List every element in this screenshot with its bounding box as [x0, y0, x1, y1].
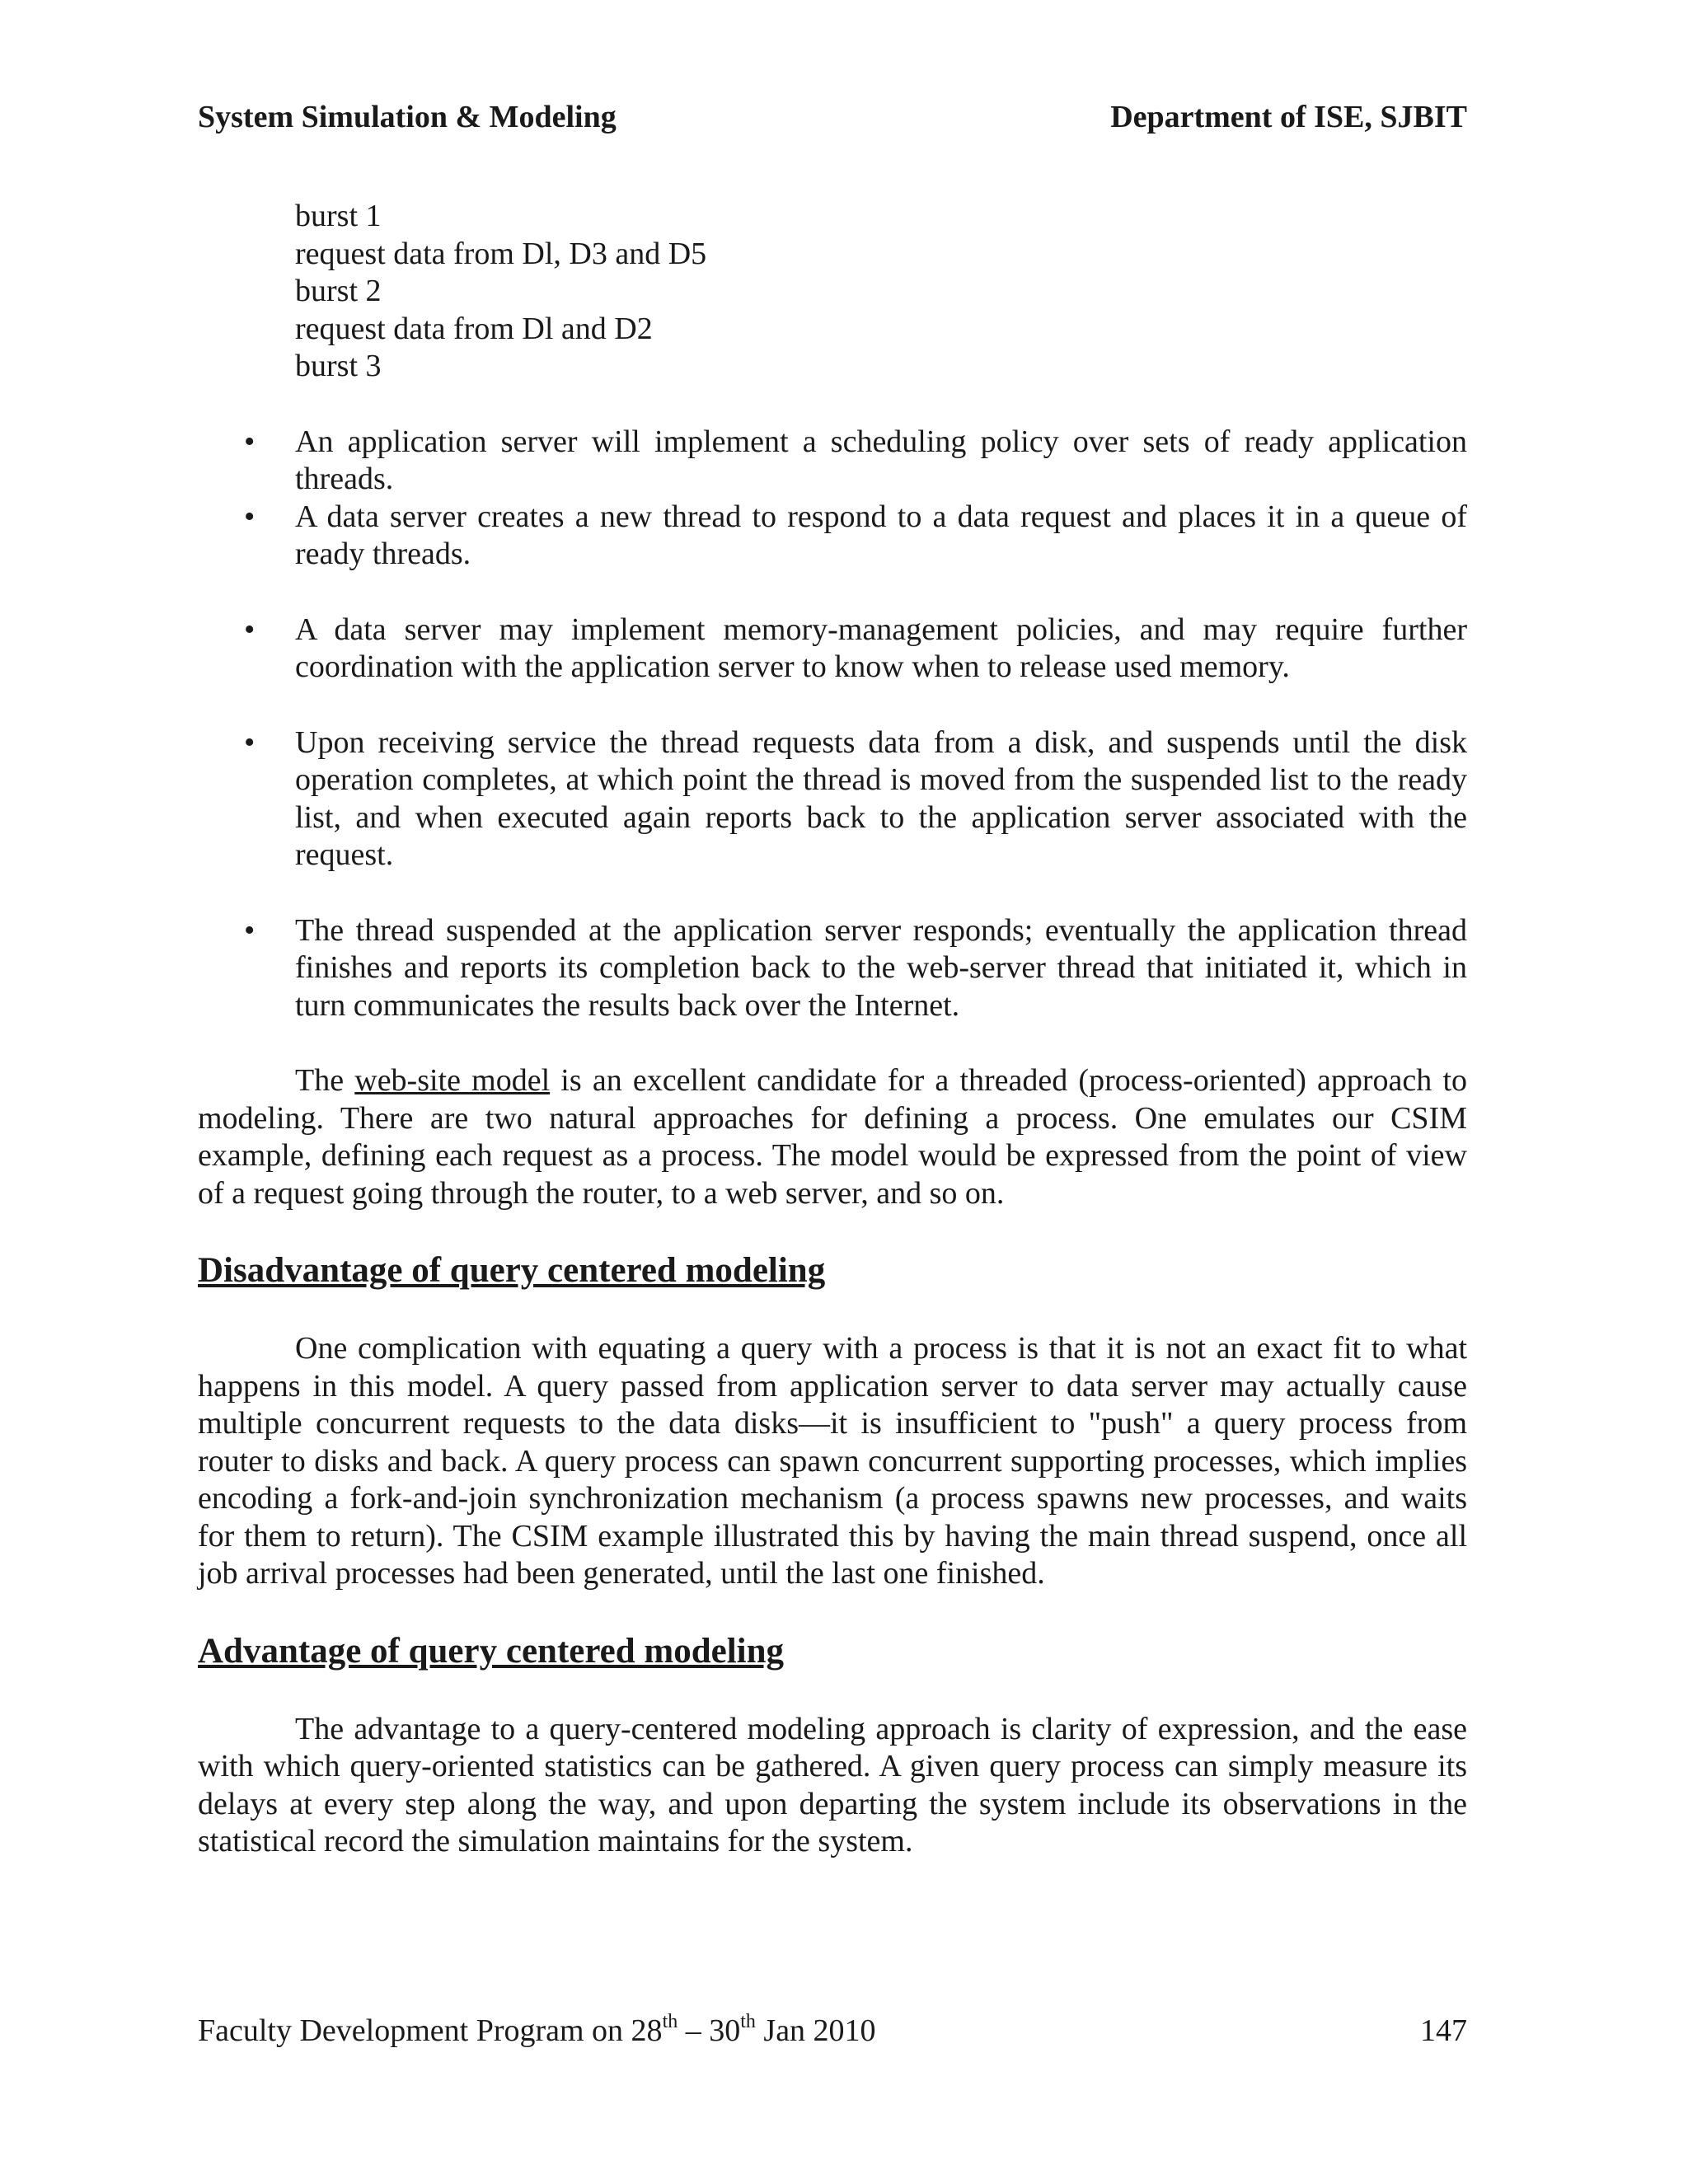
footer-superscript: th: [740, 2011, 756, 2033]
bullet-text: An application server will implement a scheduling policy over sets of ready application threads.: [295, 424, 1467, 496]
bullet-dot-icon: •: [244, 612, 256, 647]
bullet-dot-icon: •: [244, 499, 256, 534]
page-footer: [198, 2011, 1467, 2050]
bullet-item: [198, 424, 1467, 499]
disadvantage-paragraph: One complication with equating a query with a process is that it is not an exact fit to what happens in this model. A query passed from application server to data server may actually cause multiple concurrent requests to the data disks—it is insufficient to "push" a query process from router to disks and back. A query process can spawn concurrent supporting processes, which implies encoding a fork-and-join synchronization mechanism (a process spawns new processes, and waits for them to return). The CSIM example illustrated this by having the main thread suspend, once all job arrival processes had been generated, until the last one finished.: [198, 1331, 1467, 1591]
burst-line: request data from Dl, D3 and D5: [295, 236, 707, 271]
bullet-text: Upon receiving service the thread requests data from a disk, and suspends until the disk operation completes, at which point the thread is moved from the suspended list to the ready list, and when executed again reports back to the application server associated with the request.: [295, 724, 1467, 872]
page-header: [198, 97, 1467, 137]
page-number: 147: [1420, 2013, 1467, 2048]
footer-program-text: [198, 2011, 876, 2050]
para-text-before: The: [295, 1063, 355, 1098]
bullet-list: [198, 424, 1467, 1025]
footer-superscript: th: [662, 2011, 678, 2033]
burst-code-block: [295, 198, 1467, 386]
advantage-paragraph: The advantage to a query-centered modeling approach is clarity of expression, and the ease with which query-oriented statistics can be gathered. A given query process can simply measure its delays at every step along the way, and upon departing the system include its observations in the statistical record the simulation maintains for the system.: [198, 1711, 1467, 1858]
web-site-model-link[interactable]: web-site model: [354, 1063, 551, 1098]
header-course-title: System Simulation & Modeling: [198, 100, 617, 134]
footer-text-part: – 30: [678, 2013, 741, 2048]
bullet-item: [198, 499, 1467, 574]
section-heading-disadvantage: Disadvantage of query centered modeling: [198, 1251, 826, 1290]
bullet-text: A data server may implement memory-management policies, and may require further coordination with the application server to know when to release used memory.: [295, 612, 1467, 684]
page-content: [198, 198, 1467, 1861]
burst-line: burst 1: [295, 199, 382, 233]
footer-text-part: Faculty Development Program on 28: [198, 2013, 663, 2048]
burst-line: request data from Dl and D2: [295, 311, 653, 346]
bullet-dot-icon: •: [244, 912, 256, 948]
header-department: Department of ISE, SJBIT: [1110, 100, 1467, 134]
bullet-text: The thread suspended at the application server responds; eventually the application thread finishes and reports its completion back to the web-server thread that initiated it, which in turn communicates the results back over the Internet.: [295, 912, 1467, 1023]
bullet-item: [198, 612, 1467, 687]
bullet-text: A data server creates a new thread to respond to a data request and places it in a queue of ready threads.: [295, 499, 1467, 571]
bullet-item: [198, 724, 1467, 874]
footer-text-part: Jan 2010: [755, 2013, 876, 2048]
burst-line: burst 2: [295, 274, 382, 308]
bullet-dot-icon: •: [244, 724, 256, 760]
bullet-dot-icon: •: [244, 424, 256, 459]
bullet-item: [198, 912, 1467, 1025]
website-model-paragraph: [198, 1062, 1467, 1212]
burst-line: burst 3: [295, 349, 382, 383]
section-heading-advantage: Advantage of query centered modeling: [198, 1631, 785, 1671]
para-text-after: is an excellent candidate for a threaded (process-oriented) approach to modeling. There are two natural approaches for defining a process. One emulates our CSIM example, defining each request as a process. The model would be expressed from the point of view of a request going through the router, to a web server, and so on.: [198, 1063, 1467, 1211]
